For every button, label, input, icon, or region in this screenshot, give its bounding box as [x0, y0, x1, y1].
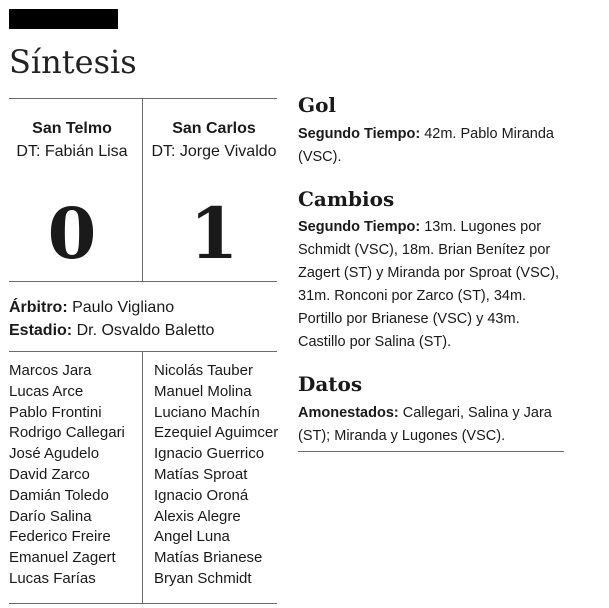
stadium-name: Dr. Osvaldo Baletto	[76, 322, 215, 339]
player-name: Manuel Molina	[154, 382, 252, 400]
away-team-name: San Carlos	[172, 120, 256, 137]
datos-heading: Datos	[298, 372, 363, 396]
gol-detail: 42m. Pablo Miranda (VSC).	[298, 126, 554, 165]
referee-name: Paulo Vigliano	[72, 299, 175, 316]
divider	[9, 603, 277, 604]
cambios-heading: Cambios	[298, 187, 395, 211]
player-name: Matías Sproat	[154, 465, 248, 483]
player-name: Angel Luna	[154, 528, 230, 546]
cambios-label: Segundo Tiempo:	[298, 219, 421, 235]
away-team-coach: DT: Jorge Vivaldo	[151, 143, 277, 160]
player-name: José Agudelo	[9, 445, 100, 463]
datos-detail: Callegari, Salina y Jara (ST); Miranda y Lugones (VSC).	[298, 405, 552, 444]
cambios-detail: 13m. Lugones por Schmidt (VSC), 18m. Brian Benítez por Zagert (ST) y Miranda por Sproat (VSC), 31m. Ronconi por Zarco (ST), 34m. Portillo por Brianese (VSC) y 43m. Castillo por Salina (ST).	[298, 219, 560, 350]
divider	[9, 98, 277, 99]
home-score: 0	[47, 192, 97, 275]
player-name: Ignacio Oroná	[154, 486, 249, 504]
player-name: Alexis Alegre	[154, 507, 241, 525]
divider	[142, 98, 143, 281]
stadium-line	[9, 319, 214, 342]
away-team-block	[147, 117, 281, 163]
divider	[9, 351, 277, 352]
home-team-coach: DT: Fabián Lisa	[16, 143, 128, 160]
header-bar	[9, 9, 118, 29]
away-lineup	[154, 361, 278, 590]
datos-label: Amonestados:	[298, 405, 399, 421]
gol-label: Segundo Tiempo:	[298, 126, 421, 142]
player-name: Federico Freire	[9, 528, 111, 546]
player-name: Lucas Arce	[9, 382, 84, 400]
home-team-name: San Telmo	[32, 120, 112, 137]
home-team-block	[5, 117, 139, 163]
datos-text	[298, 402, 564, 448]
cambios-text	[298, 216, 564, 354]
player-name: Lucas Farías	[9, 569, 96, 587]
player-name: Rodrigo Callegari	[9, 424, 125, 442]
gol-heading: Gol	[298, 93, 337, 117]
away-score: 1	[189, 192, 239, 275]
player-name: Matías Brianese	[154, 549, 263, 567]
player-name: Bryan Schmidt	[154, 569, 252, 587]
player-name: Luciano Machín	[154, 403, 260, 421]
player-name: Marcos Jara	[9, 362, 92, 379]
player-name: Damián Toledo	[9, 486, 109, 504]
divider	[142, 351, 143, 603]
gol-text	[298, 123, 564, 169]
player-name: David Zarco	[9, 465, 90, 483]
section-title: Síntesis	[9, 43, 137, 81]
player-name: Darío Salina	[9, 507, 92, 525]
home-lineup	[9, 361, 125, 590]
player-name: Ignacio Guerrico	[154, 445, 265, 463]
divider	[9, 281, 277, 282]
divider	[298, 451, 564, 452]
player-name: Ezequiel Aguimcer	[154, 424, 279, 442]
stadium-label: Estadio:	[9, 322, 73, 339]
referee-label: Árbitro:	[9, 299, 68, 316]
referee-line	[9, 296, 174, 319]
player-name: Pablo Frontini	[9, 403, 102, 421]
player-name: Emanuel Zagert	[9, 549, 116, 567]
player-name: Nicolás Tauber	[154, 362, 253, 379]
